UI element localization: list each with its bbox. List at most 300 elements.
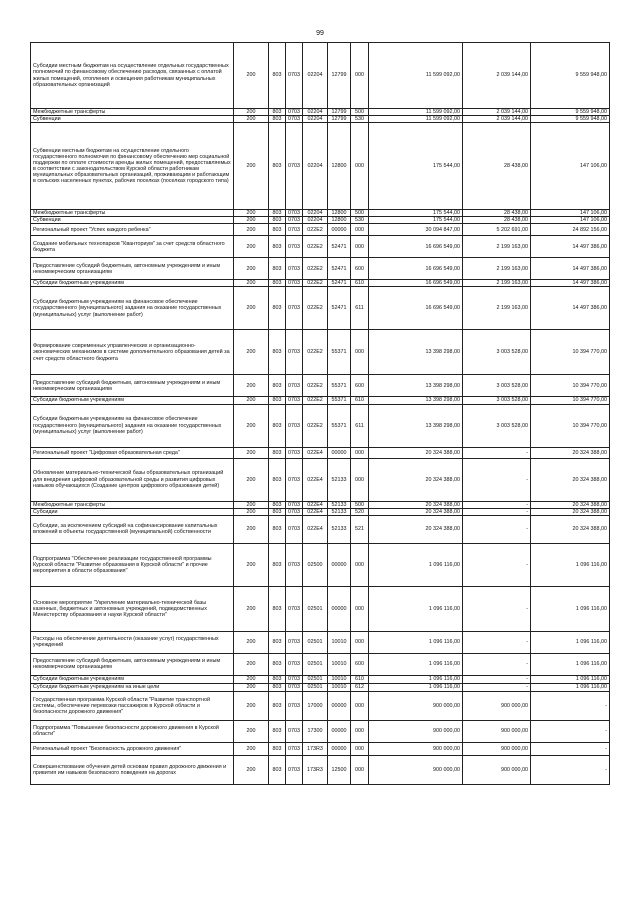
cell-admin: 200 xyxy=(234,631,269,653)
cell-vr: 610 xyxy=(351,280,369,287)
cell-sum1: 1 096 116,00 xyxy=(369,653,463,675)
cell-csr1: 022E2 xyxy=(303,397,328,404)
table-row xyxy=(31,210,610,217)
cell-sum2: - xyxy=(463,458,531,501)
cell-csr1: 02501 xyxy=(303,675,328,683)
cell-csr1: 022E4 xyxy=(303,508,328,515)
table-row xyxy=(31,43,610,109)
cell-sum2: 28 438,00 xyxy=(463,123,531,210)
cell-pr: 0703 xyxy=(286,653,303,675)
cell-csr1: 17300 xyxy=(303,720,328,742)
cell-csr1: 02204 xyxy=(303,109,328,116)
cell-csr2: 00000 xyxy=(328,691,351,720)
cell-admin: 200 xyxy=(234,287,269,330)
cell-name: Межбюджетные трансферты xyxy=(31,109,234,116)
cell-csr2: 10010 xyxy=(328,631,351,653)
cell-csr1: 022E4 xyxy=(303,501,328,508)
cell-sum3: 20 324 388,00 xyxy=(531,501,610,508)
cell-sum2: 2 039 144,00 xyxy=(463,109,531,116)
cell-sum2: 3 003 528,00 xyxy=(463,375,531,397)
cell-vr: 500 xyxy=(351,109,369,116)
cell-sum1: 1 096 116,00 xyxy=(369,675,463,683)
cell-name: Субсидии xyxy=(31,508,234,515)
cell-name: Субсидии бюджетным учреждениям xyxy=(31,397,234,404)
cell-admin: 200 xyxy=(234,375,269,397)
cell-sum1: 175 544,00 xyxy=(369,217,463,224)
cell-csr1: 022E2 xyxy=(303,330,328,375)
cell-vr: 000 xyxy=(351,123,369,210)
cell-name: Совершенствование обучения детей основам правил дорожного движения и привития им навыков безопасного поведения на дорогах xyxy=(31,755,234,784)
cell-admin: 200 xyxy=(234,330,269,375)
cell-csr2: 55371 xyxy=(328,397,351,404)
cell-sum2: - xyxy=(463,683,531,691)
cell-rz: 803 xyxy=(269,508,286,515)
cell-admin: 200 xyxy=(234,691,269,720)
cell-rz: 803 xyxy=(269,116,286,123)
cell-csr1: 02501 xyxy=(303,586,328,631)
cell-csr2: 12799 xyxy=(328,116,351,123)
table-row xyxy=(31,109,610,116)
cell-sum1: 16 696 549,00 xyxy=(369,258,463,280)
cell-vr: 600 xyxy=(351,375,369,397)
cell-csr2: 52471 xyxy=(328,236,351,258)
cell-vr: 000 xyxy=(351,236,369,258)
cell-pr: 0703 xyxy=(286,515,303,543)
table-row xyxy=(31,458,610,501)
table-row xyxy=(31,742,610,755)
cell-pr: 0703 xyxy=(286,123,303,210)
cell-sum2: 2 039 144,00 xyxy=(463,116,531,123)
cell-sum2: 3 003 528,00 xyxy=(463,330,531,375)
table-row xyxy=(31,236,610,258)
cell-vr: 000 xyxy=(351,720,369,742)
cell-csr1: 02501 xyxy=(303,631,328,653)
cell-pr: 0703 xyxy=(286,501,303,508)
cell-admin: 200 xyxy=(234,217,269,224)
cell-csr2: 55371 xyxy=(328,375,351,397)
cell-pr: 0703 xyxy=(286,508,303,515)
cell-csr1: 022E2 xyxy=(303,224,328,236)
table-row xyxy=(31,543,610,586)
cell-csr2: 12800 xyxy=(328,217,351,224)
cell-sum2: 900 000,00 xyxy=(463,742,531,755)
cell-sum2: 900 000,00 xyxy=(463,720,531,742)
cell-sum1: 1 096 116,00 xyxy=(369,543,463,586)
cell-rz: 803 xyxy=(269,720,286,742)
cell-sum1: 175 544,00 xyxy=(369,123,463,210)
cell-csr2: 00000 xyxy=(328,742,351,755)
cell-sum3: 14 497 386,00 xyxy=(531,287,610,330)
cell-sum1: 1 096 116,00 xyxy=(369,631,463,653)
cell-csr2: 55371 xyxy=(328,404,351,447)
cell-csr2: 10010 xyxy=(328,675,351,683)
cell-vr: 611 xyxy=(351,287,369,330)
cell-csr2: 12800 xyxy=(328,210,351,217)
cell-sum1: 20 324 388,00 xyxy=(369,508,463,515)
cell-rz: 803 xyxy=(269,287,286,330)
cell-rz: 803 xyxy=(269,109,286,116)
cell-sum3: 1 096 116,00 xyxy=(531,586,610,631)
cell-sum3: 10 394 770,00 xyxy=(531,397,610,404)
cell-admin: 200 xyxy=(234,116,269,123)
cell-admin: 200 xyxy=(234,123,269,210)
cell-name: Межбюджетные трансферты xyxy=(31,210,234,217)
cell-name: Подпрограмма "Обеспечение реализации государственной программы Курской области "Развитие образования в Курской области" и прочие мероприятия в области образования" xyxy=(31,543,234,586)
cell-admin: 200 xyxy=(234,508,269,515)
cell-csr1: 02501 xyxy=(303,683,328,691)
cell-sum3: 147 106,00 xyxy=(531,217,610,224)
cell-rz: 803 xyxy=(269,742,286,755)
cell-sum2: 2 199 163,00 xyxy=(463,236,531,258)
cell-admin: 200 xyxy=(234,43,269,109)
table-row xyxy=(31,447,610,458)
cell-rz: 803 xyxy=(269,653,286,675)
budget-table xyxy=(30,42,610,785)
cell-admin: 200 xyxy=(234,397,269,404)
cell-name: Обновление материально-технической базы образовательных организаций для внедрения цифровой образовательной среды и развития цифровых навыков обучающихся (Создание центров цифрового образования детей) xyxy=(31,458,234,501)
cell-name: Подпрограмма "Повышение безопасности дорожного движения в Курской области" xyxy=(31,720,234,742)
cell-sum3: 14 497 386,00 xyxy=(531,236,610,258)
cell-pr: 0703 xyxy=(286,675,303,683)
cell-sum3: 1 096 116,00 xyxy=(531,543,610,586)
cell-admin: 200 xyxy=(234,515,269,543)
cell-admin: 200 xyxy=(234,210,269,217)
table-row xyxy=(31,330,610,375)
cell-sum1: 16 696 549,00 xyxy=(369,287,463,330)
cell-pr: 0703 xyxy=(286,109,303,116)
cell-rz: 803 xyxy=(269,397,286,404)
cell-sum2: 5 202 691,00 xyxy=(463,224,531,236)
table-row xyxy=(31,501,610,508)
cell-sum1: 900 000,00 xyxy=(369,755,463,784)
cell-name: Формирование современных управленческих и организационно-экономических механизмов в системе дополнительного образования детей за счет средств областного бюджета xyxy=(31,330,234,375)
cell-csr1: 022E4 xyxy=(303,458,328,501)
cell-pr: 0703 xyxy=(286,404,303,447)
cell-csr2: 52133 xyxy=(328,508,351,515)
cell-sum2: 28 438,00 xyxy=(463,210,531,217)
cell-admin: 200 xyxy=(234,404,269,447)
cell-sum1: 20 324 388,00 xyxy=(369,501,463,508)
cell-admin: 200 xyxy=(234,742,269,755)
cell-vr: 000 xyxy=(351,691,369,720)
cell-csr2: 00000 xyxy=(328,720,351,742)
cell-pr: 0703 xyxy=(286,224,303,236)
cell-csr1: 02204 xyxy=(303,123,328,210)
cell-admin: 200 xyxy=(234,653,269,675)
cell-pr: 0703 xyxy=(286,116,303,123)
cell-pr: 0703 xyxy=(286,280,303,287)
cell-csr2: 10010 xyxy=(328,653,351,675)
cell-sum1: 900 000,00 xyxy=(369,742,463,755)
cell-sum2: 2 199 163,00 xyxy=(463,258,531,280)
cell-vr: 610 xyxy=(351,675,369,683)
table-row xyxy=(31,287,610,330)
cell-sum3: 14 497 386,00 xyxy=(531,258,610,280)
cell-csr1: 17000 xyxy=(303,691,328,720)
cell-rz: 803 xyxy=(269,330,286,375)
cell-name: Предоставление субсидий бюджетным, автономным учреждениям и иным некоммерческим организациям xyxy=(31,258,234,280)
cell-pr: 0703 xyxy=(286,397,303,404)
table-row xyxy=(31,404,610,447)
cell-vr: 000 xyxy=(351,631,369,653)
cell-csr1: 022E2 xyxy=(303,258,328,280)
cell-csr1: 02204 xyxy=(303,116,328,123)
cell-admin: 200 xyxy=(234,675,269,683)
cell-csr1: 022E2 xyxy=(303,375,328,397)
cell-rz: 803 xyxy=(269,515,286,543)
cell-rz: 803 xyxy=(269,217,286,224)
cell-csr2: 00000 xyxy=(328,586,351,631)
cell-sum1: 16 696 549,00 xyxy=(369,236,463,258)
cell-sum3: 1 096 116,00 xyxy=(531,683,610,691)
cell-admin: 200 xyxy=(234,543,269,586)
cell-vr: 000 xyxy=(351,224,369,236)
cell-sum3: - xyxy=(531,691,610,720)
cell-csr1: 02204 xyxy=(303,210,328,217)
page-number: 99 xyxy=(316,30,324,37)
cell-sum1: 900 000,00 xyxy=(369,720,463,742)
cell-rz: 803 xyxy=(269,375,286,397)
cell-name: Региональный проект "Успех каждого ребенка" xyxy=(31,224,234,236)
table-row xyxy=(31,375,610,397)
cell-csr2: 55371 xyxy=(328,330,351,375)
cell-pr: 0703 xyxy=(286,236,303,258)
cell-sum2: 2 199 163,00 xyxy=(463,287,531,330)
cell-rz: 803 xyxy=(269,123,286,210)
cell-rz: 803 xyxy=(269,543,286,586)
table-row xyxy=(31,280,610,287)
cell-admin: 200 xyxy=(234,447,269,458)
cell-name: Субсидии бюджетным учреждениям xyxy=(31,280,234,287)
cell-vr: 521 xyxy=(351,515,369,543)
cell-admin: 200 xyxy=(234,258,269,280)
cell-sum1: 20 324 388,00 xyxy=(369,458,463,501)
cell-sum2: 2 199 163,00 xyxy=(463,280,531,287)
cell-admin: 200 xyxy=(234,280,269,287)
cell-vr: 612 xyxy=(351,683,369,691)
table-row xyxy=(31,123,610,210)
cell-name: Субсидии местным бюджетам на осуществление отдельных государственных полномочий по финансовому обеспечению расходов, связанных с оплатой жилых помещений, отопления и освещения работникам муниципальных образовательных организаций xyxy=(31,43,234,109)
cell-vr: 530 xyxy=(351,217,369,224)
table-row xyxy=(31,397,610,404)
cell-csr1: 022E2 xyxy=(303,287,328,330)
table-row xyxy=(31,631,610,653)
cell-sum2: - xyxy=(463,501,531,508)
cell-csr2: 10010 xyxy=(328,683,351,691)
cell-pr: 0703 xyxy=(286,447,303,458)
cell-vr: 520 xyxy=(351,508,369,515)
cell-sum2: - xyxy=(463,653,531,675)
cell-name: Субвенции местным бюджетам на осуществление отдельного государственного полномочия по финансовому обеспечению мер социальной поддержки по оплате стоимости аренды жилых помещений, предоставляемых в соответствии с законодательством Курской области работникам муниципальных образовательных организаций, проживающим и работающим в сельских населенных пунктах, рабочих поселках (поселках городского типа) xyxy=(31,123,234,210)
cell-vr: 000 xyxy=(351,330,369,375)
cell-csr2: 00000 xyxy=(328,447,351,458)
cell-csr1: 02501 xyxy=(303,653,328,675)
cell-vr: 611 xyxy=(351,404,369,447)
cell-sum3: 20 324 388,00 xyxy=(531,447,610,458)
cell-admin: 200 xyxy=(234,755,269,784)
cell-rz: 803 xyxy=(269,683,286,691)
cell-csr2: 00000 xyxy=(328,224,351,236)
cell-rz: 803 xyxy=(269,43,286,109)
cell-admin: 200 xyxy=(234,458,269,501)
table-row xyxy=(31,116,610,123)
cell-csr2: 52471 xyxy=(328,258,351,280)
cell-admin: 200 xyxy=(234,236,269,258)
cell-sum2: 28 438,00 xyxy=(463,217,531,224)
cell-sum2: - xyxy=(463,586,531,631)
cell-rz: 803 xyxy=(269,755,286,784)
cell-rz: 803 xyxy=(269,458,286,501)
cell-rz: 803 xyxy=(269,691,286,720)
cell-rz: 803 xyxy=(269,501,286,508)
cell-vr: 000 xyxy=(351,447,369,458)
cell-csr2: 12799 xyxy=(328,109,351,116)
cell-pr: 0703 xyxy=(286,631,303,653)
table-row xyxy=(31,683,610,691)
cell-sum1: 1 096 116,00 xyxy=(369,683,463,691)
cell-rz: 803 xyxy=(269,404,286,447)
cell-sum3: - xyxy=(531,720,610,742)
cell-sum2: 900 000,00 xyxy=(463,755,531,784)
cell-sum3: 147 106,00 xyxy=(531,210,610,217)
cell-name: Межбюджетные трансферты xyxy=(31,501,234,508)
cell-sum2: 3 003 528,00 xyxy=(463,397,531,404)
cell-admin: 200 xyxy=(234,224,269,236)
cell-pr: 0703 xyxy=(286,375,303,397)
cell-sum1: 175 544,00 xyxy=(369,210,463,217)
cell-csr2: 12800 xyxy=(328,123,351,210)
cell-name: Субсидии бюджетным учреждениям на финансовое обеспечение государственного (муниципального) задания на оказание государственных (муниципальных) услуг (выполнение работ) xyxy=(31,404,234,447)
cell-rz: 803 xyxy=(269,586,286,631)
cell-sum3: 10 394 770,00 xyxy=(531,330,610,375)
cell-csr1: 022E4 xyxy=(303,515,328,543)
table-row xyxy=(31,720,610,742)
cell-sum3: 14 497 386,00 xyxy=(531,280,610,287)
cell-rz: 803 xyxy=(269,210,286,217)
cell-vr: 530 xyxy=(351,116,369,123)
cell-csr2: 12799 xyxy=(328,43,351,109)
cell-csr2: 52471 xyxy=(328,280,351,287)
cell-pr: 0703 xyxy=(286,287,303,330)
cell-csr1: 022E4 xyxy=(303,447,328,458)
cell-csr1: 02204 xyxy=(303,43,328,109)
cell-csr1: 173R3 xyxy=(303,742,328,755)
cell-sum1: 11 599 092,00 xyxy=(369,116,463,123)
cell-csr2: 52133 xyxy=(328,501,351,508)
cell-name: Расходы на обеспечение деятельности (оказание услуг) государственных учреждений xyxy=(31,631,234,653)
cell-sum1: 20 324 388,00 xyxy=(369,447,463,458)
cell-pr: 0703 xyxy=(286,691,303,720)
cell-csr2: 52471 xyxy=(328,287,351,330)
cell-admin: 200 xyxy=(234,720,269,742)
cell-name: Региональный проект "Цифровая образовательная среда" xyxy=(31,447,234,458)
cell-sum1: 16 696 549,00 xyxy=(369,280,463,287)
cell-name: Субсидии бюджетным учреждениям на иные цели xyxy=(31,683,234,691)
cell-csr1: 022E2 xyxy=(303,236,328,258)
cell-pr: 0703 xyxy=(286,258,303,280)
table-row xyxy=(31,755,610,784)
cell-vr: 000 xyxy=(351,543,369,586)
cell-vr: 000 xyxy=(351,43,369,109)
cell-sum1: 900 000,00 xyxy=(369,691,463,720)
cell-sum3: 9 559 948,00 xyxy=(531,43,610,109)
cell-vr: 500 xyxy=(351,210,369,217)
cell-pr: 0703 xyxy=(286,210,303,217)
cell-pr: 0703 xyxy=(286,330,303,375)
cell-name: Создание мобильных технопарков "Кванториум" за счет средств областного бюджета xyxy=(31,236,234,258)
cell-vr: 600 xyxy=(351,653,369,675)
cell-sum1: 13 398 298,00 xyxy=(369,330,463,375)
table-row xyxy=(31,653,610,675)
cell-sum2: 900 000,00 xyxy=(463,691,531,720)
cell-pr: 0703 xyxy=(286,43,303,109)
cell-sum3: 1 096 116,00 xyxy=(531,653,610,675)
cell-sum3: 20 324 388,00 xyxy=(531,458,610,501)
cell-pr: 0703 xyxy=(286,586,303,631)
cell-admin: 200 xyxy=(234,109,269,116)
cell-sum3: 9 559 948,00 xyxy=(531,116,610,123)
cell-admin: 200 xyxy=(234,586,269,631)
cell-sum1: 13 398 298,00 xyxy=(369,404,463,447)
cell-rz: 803 xyxy=(269,675,286,683)
cell-sum2: - xyxy=(463,447,531,458)
cell-sum2: - xyxy=(463,675,531,683)
cell-sum2: 2 039 144,00 xyxy=(463,43,531,109)
cell-rz: 803 xyxy=(269,258,286,280)
cell-vr: 000 xyxy=(351,458,369,501)
cell-vr: 500 xyxy=(351,501,369,508)
cell-csr1: 173R3 xyxy=(303,755,328,784)
cell-pr: 0703 xyxy=(286,755,303,784)
cell-sum1: 13 398 298,00 xyxy=(369,397,463,404)
cell-csr2: 12500 xyxy=(328,755,351,784)
cell-pr: 0703 xyxy=(286,217,303,224)
cell-name: Субсидии бюджетным учреждениям xyxy=(31,675,234,683)
cell-csr2: 52133 xyxy=(328,515,351,543)
table-row xyxy=(31,691,610,720)
cell-sum1: 30 094 847,00 xyxy=(369,224,463,236)
cell-sum3: 9 559 948,00 xyxy=(531,109,610,116)
cell-pr: 0703 xyxy=(286,720,303,742)
cell-sum3: 24 892 156,00 xyxy=(531,224,610,236)
cell-rz: 803 xyxy=(269,224,286,236)
table-row xyxy=(31,508,610,515)
table-row xyxy=(31,258,610,280)
cell-sum3: - xyxy=(531,755,610,784)
cell-vr: 600 xyxy=(351,258,369,280)
cell-sum2: - xyxy=(463,508,531,515)
cell-admin: 200 xyxy=(234,501,269,508)
cell-sum3: - xyxy=(531,742,610,755)
table-row xyxy=(31,515,610,543)
cell-pr: 0703 xyxy=(286,742,303,755)
cell-rz: 803 xyxy=(269,447,286,458)
cell-sum3: 1 096 116,00 xyxy=(531,631,610,653)
table-row xyxy=(31,586,610,631)
cell-sum1: 11 599 092,00 xyxy=(369,109,463,116)
cell-name: Субсидии бюджетным учреждениям на финансовое обеспечение государственного (муниципального) задания на оказание государственных (муниципальных) услуг (выполнение работ) xyxy=(31,287,234,330)
cell-sum3: 10 394 770,00 xyxy=(531,375,610,397)
cell-name: Государственная программа Курской области "Развитие транспортной системы, обеспечение перевозки пассажиров в Курской области и безопасности дорожного движения" xyxy=(31,691,234,720)
cell-sum3: 20 324 388,00 xyxy=(531,508,610,515)
cell-csr1: 022E2 xyxy=(303,404,328,447)
cell-vr: 000 xyxy=(351,586,369,631)
cell-sum1: 11 599 092,00 xyxy=(369,43,463,109)
cell-pr: 0703 xyxy=(286,543,303,586)
cell-pr: 0703 xyxy=(286,458,303,501)
cell-sum2: - xyxy=(463,631,531,653)
table-row xyxy=(31,217,610,224)
